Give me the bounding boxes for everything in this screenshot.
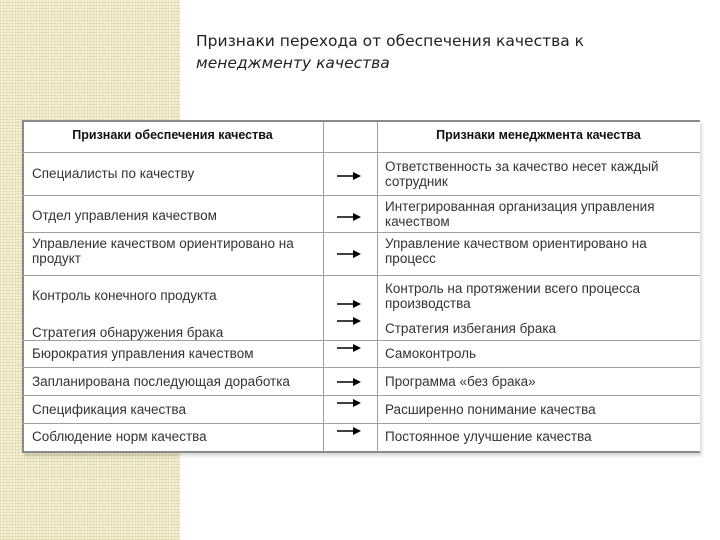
arrow-right-icon <box>337 299 361 309</box>
table-header-row <box>22 122 700 153</box>
arrow-right-icon <box>337 212 361 222</box>
row-right-cell: Контроль на протяжении всего процесса производства <box>385 281 641 311</box>
header-right: Признаки менеджмента качества <box>436 128 641 142</box>
arrow-right-icon <box>337 426 361 436</box>
header-left: Признаки обеспечения качества <box>72 128 273 142</box>
row-left-cell: Контроль конечного продукта <box>32 288 217 303</box>
arrow-right-icon <box>337 377 361 387</box>
row-left-cell: Стратегия обнаружения брака <box>32 325 224 340</box>
arrow-right-icon <box>337 398 361 408</box>
row-left-cell: Управление качеством ориентировано на продукт <box>32 236 294 266</box>
row-right-cell: Программа «без брака» <box>385 374 536 389</box>
row-left-cell: Специалисты по качеству <box>32 166 195 181</box>
arrow-right-icon <box>337 343 361 353</box>
table-row-group <box>22 276 700 341</box>
title-line-2: менеджменту качества <box>196 54 390 72</box>
table-row <box>22 368 700 396</box>
row-right-cell: Интегрированная организация управления качеством <box>385 199 655 229</box>
table-row <box>22 396 700 424</box>
row-right-cell: Стратегия избегания брака <box>385 321 557 336</box>
row-right-cell: Ответственность за качество несет каждый сотрудник <box>385 159 659 189</box>
arrow-right-icon <box>337 249 361 259</box>
row-right-cell: Постоянное улучшение качества <box>385 429 592 444</box>
row-left-cell: Соблюдение норм качества <box>32 429 207 444</box>
table-row <box>22 153 700 196</box>
row-left-cell: Бюрократия управления качеством <box>32 346 254 361</box>
table-row <box>22 341 700 368</box>
slide-title <box>196 30 696 74</box>
table-row <box>22 233 700 276</box>
row-right-cell: Расширенно понимание качества <box>385 402 596 417</box>
row-left-cell: Спецификация качества <box>32 402 186 417</box>
row-left-cell: Отдел управления качеством <box>32 208 217 223</box>
title-line-1: Признаки перехода от обеспечения качества к <box>196 32 585 50</box>
row-right-cell: Управление качеством ориентировано на процесс <box>385 236 647 266</box>
table-row <box>22 196 700 233</box>
row-right-cell: Самоконтроль <box>385 346 477 361</box>
arrow-right-icon <box>337 171 361 181</box>
table-row <box>22 424 700 451</box>
arrow-right-icon <box>337 316 361 326</box>
row-left-cell: Запланирована последующая доработка <box>32 374 290 389</box>
comparison-table <box>22 120 700 453</box>
